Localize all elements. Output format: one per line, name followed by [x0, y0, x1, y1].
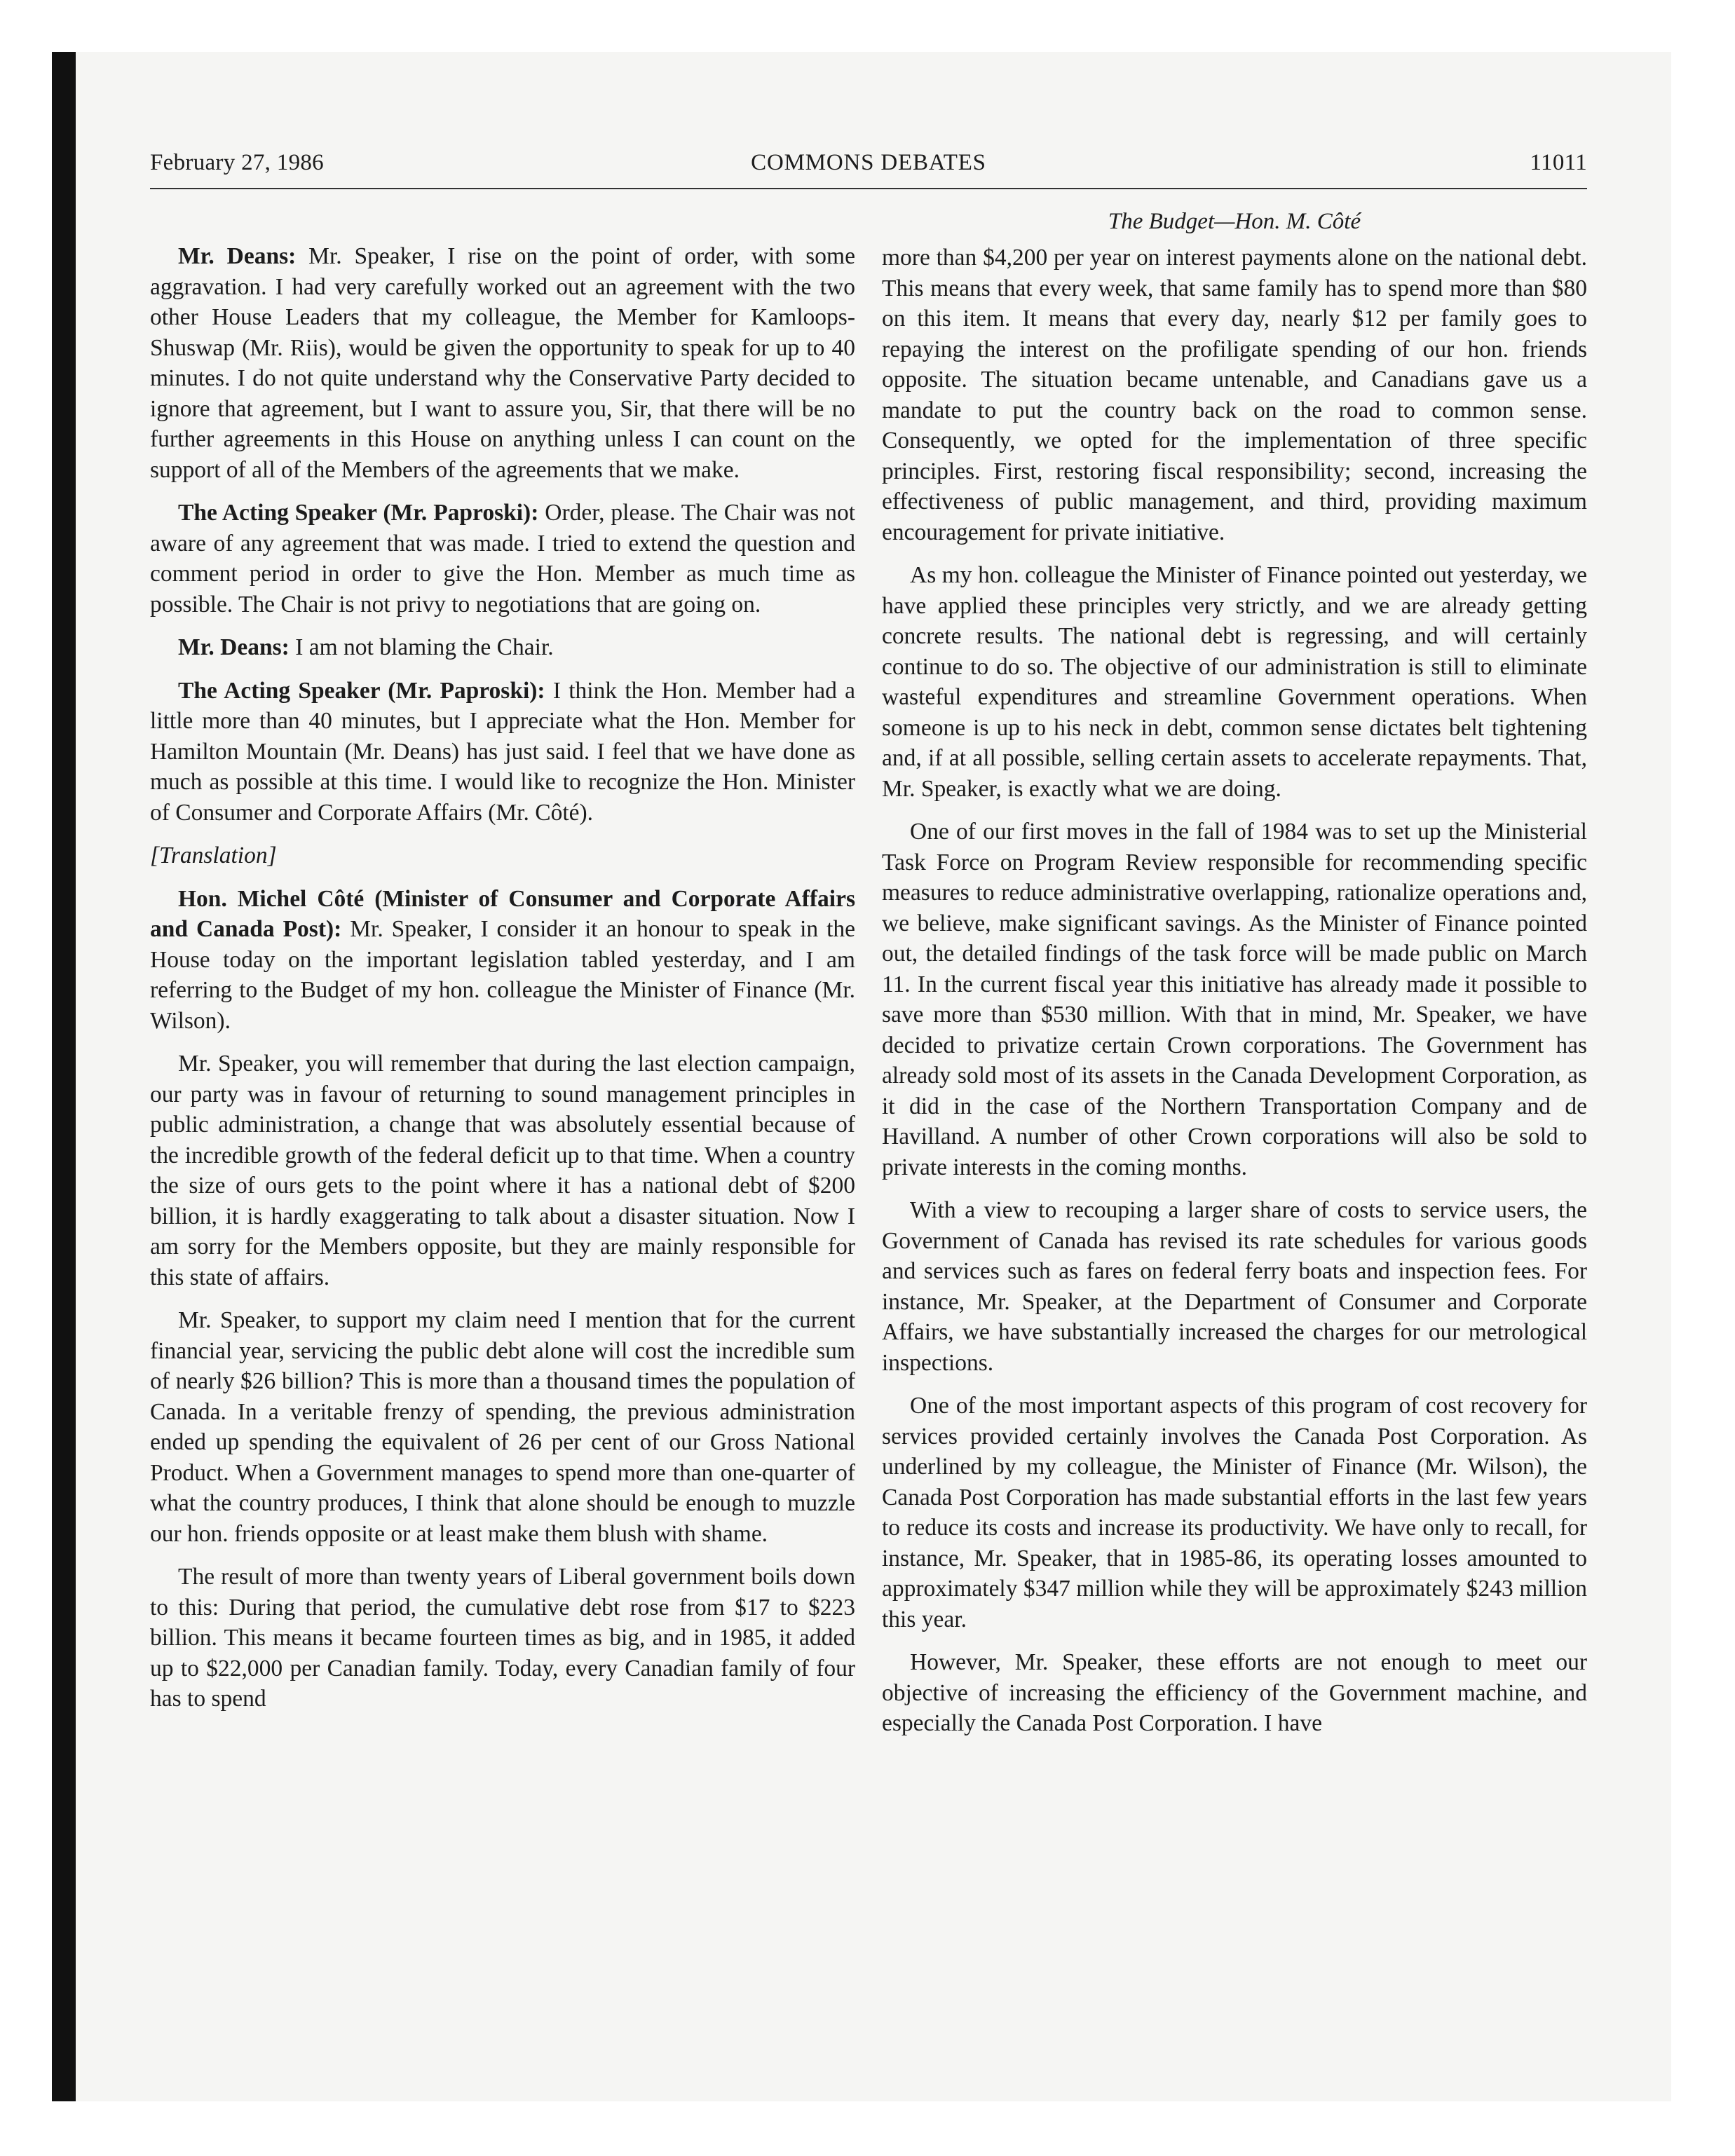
paragraph-text: Mr. Speaker, I rise on the point of order, with some aggravation. I had very carefully worked out an agreement with the two other House Leaders that my colleague, the Member for Kamloops-Shuswap (Mr. Riis), would be given the opportunity to speak for up to 40 minutes. I do not quite understand why the Conservative Party decided to ignore that agreement, but I want to assure you, Sir, that there will be no further agreements in this House on anything unless I can count on the support of all of the Members of the agreements that we make. [150, 243, 855, 483]
speaker-name: Mr. Deans: [178, 243, 297, 269]
speaker-name: The Acting Speaker (Mr. Paproski): [178, 500, 539, 526]
paragraph: The result of more than twenty years of Liberal government boils down to this: During that period, the cumulative debt rose from $17 to $223 billion. This means it became fourteen times as big, and in 1985, it added up to $22,000 per Canadian family. Today, every Canadian family of four has to spend [150, 1564, 855, 1712]
paragraph [150, 498, 855, 620]
paragraph: Mr. Speaker, to support my claim need I mention that for the current financial year, servicing the public debt alone will cost the incredible sum of nearly $26 billion? This is more than a thousand times the population of Canada. In a veritable frenzy of spending, the previous administration ended up spending the equivalent of 26 per cent of our Gross National Product. When a Government manages to spend more than one-quarter of what the country produces, I think that alone should be enough to muzzle our hon. friends opposite or at least make them blush with shame. [150, 1307, 855, 1547]
paragraph [150, 632, 855, 663]
page-header [150, 150, 1587, 185]
header-date: February 27, 1986 [150, 150, 324, 175]
paragraph: Mr. Speaker, you will remember that during the last election campaign, our party was in favour of returning to sound management principles in public administration, a change that was absolutely essential because of the incredible growth of the federal deficit up to that time. When a country the size of ours gets to the point where it has a national debt of $200 billion, it is hardly exaggerating to talk about a disaster situation. Now I am sorry for the Members opposite, but they are mainly responsible for this state of affairs. [150, 1051, 855, 1290]
speaker-name: Mr. Deans: [178, 634, 290, 660]
paragraph-text: Mr. Speaker, I consider it an honour to speak in the House today on the important legislation tabled yesterday, and I am referring to the Budget of my hon. colleague the Minister of Finance (Mr. Wilson). [150, 916, 855, 1034]
binding-edge [52, 52, 76, 2101]
speaker-name: Hon. Michel Côté (Minister of Consumer and Corporate Affairs and Canada Post): [150, 885, 855, 942]
header-rule [150, 188, 1587, 189]
paragraph [150, 241, 855, 485]
paragraph: One of our first moves in the fall of 1984 was to set up the Ministerial Task Force on Program Review responsible for recommending specific measures to reduce administrative overlapping, rationalize operations and, we believe, make significant savings. As the Minister of Finance pointed out, the detailed findings of the task force will be made public on March 11. In the current fiscal year this initiative has already made it possible to save more than $530 million. With that in mind, Mr. Speaker, we have decided to privatize certain Crown corporations. The Government has already sold most of its assets in the Canada Development Corporation, as it did in the case of the Northern Transportation Company and de Havilland. A number of other Crown corporations will also be sold to private interests in the coming months. [882, 819, 1587, 1180]
paragraph [150, 884, 855, 1037]
speaker-name: The Acting Speaker (Mr. Paproski): [178, 677, 545, 704]
right-column [882, 206, 1587, 1752]
paragraph: However, Mr. Speaker, these efforts are not enough to meet our objective of increasing the efficiency of the Government machine, and especially the Canada Post Corporation. I have [882, 1649, 1587, 1736]
paragraph-text: I think the Hon. Member had a little more than 40 minutes, but I appreciate what the Hon. Member for Hamilton Mountain (Mr. Deans) has just said. I feel that we have done as much as possible at this time. I would like to recognize the Hon. Minister of Consumer and Corporate Affairs (Mr. Côté). [150, 677, 855, 826]
header-page-number: 11011 [1530, 150, 1587, 175]
paragraph [150, 676, 855, 828]
paragraph: With a view to recouping a larger share of costs to service users, the Government of Canada has revised its rate schedules for various goods and services such as fares on federal ferry boats and inspection fees. For instance, Mr. Speaker, at the Department of Consumer and Corporate Affairs, we have substantially increased the charges for our metrological inspections. [882, 1197, 1587, 1376]
translation-marker: [Translation] [150, 842, 277, 868]
paragraph: As my hon. colleague the Minister of Finance pointed out yesterday, we have applied these principles very strictly, and we are already getting concrete results. The national debt is regressing, and will certainly continue to do so. The objective of our administration is still to eliminate wasteful expenditures and streamline Government operations. When someone is up to his neck in debt, common sense dictates belt tightening and, if at all possible, selling certain assets to accelerate repayments. That, Mr. Speaker, is exactly what we are doing. [882, 562, 1587, 802]
document-page [150, 150, 1587, 1944]
paragraph-text: I am not blaming the Chair. [289, 634, 554, 660]
paragraph: more than $4,200 per year on interest payments alone on the national debt. This means that every week, that same family has to spend more than $80 on this item. It means that every day, nearly $12 per family goes to repaying the interest on the profiligate spending of our hon. friends opposite. The situation became untenable, and Canadians gave us a mandate to put the country back on the road to common sense. Consequently, we opted for the implementation of three specific principles. First, restoring fiscal responsibility; second, increasing the effectiveness of public management, and third, providing maximum encouragement for private initiative. [882, 245, 1587, 545]
running-head: The Budget—Hon. M. Côté [1108, 209, 1361, 234]
paragraph-text: Order, please. The Chair was not aware of any agreement that was made. I tried to extend the question and comment period in order to give the Hon. Member as much time as possible. The Chair is not privy to negotiations that are going on. [150, 500, 856, 618]
left-column [150, 206, 855, 1752]
text-columns [150, 206, 1587, 1752]
header-publication: COMMONS DEBATES [751, 150, 986, 175]
paragraph: One of the most important aspects of this program of cost recovery for services provided certainly involves the Canada Post Corporation. As underlined by my colleague, the Minister of Finance (Mr. Wilson), the Canada Post Corporation has made substantial efforts in the last few years to reduce its costs and increase its productivity. We have only to recall, for instance, Mr. Speaker, that in 1985-86, its operating losses amounted to approximately $347 million while they will be approximately $243 million this year. [882, 1393, 1587, 1632]
